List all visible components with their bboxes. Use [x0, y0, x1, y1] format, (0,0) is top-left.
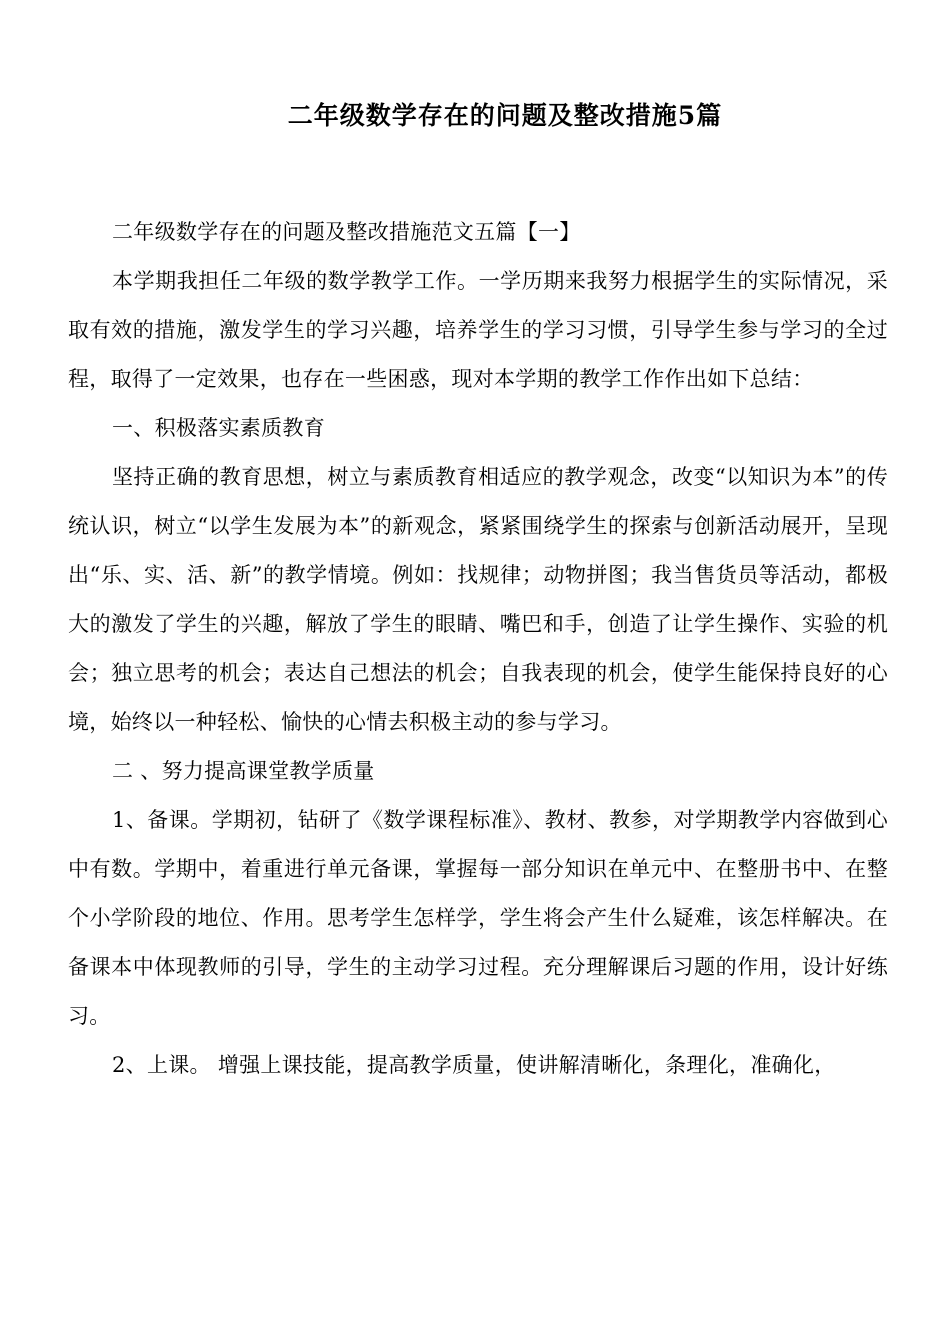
paragraph: 1、备课。学期初，钻研了《数学课程标准》、教材、教参，对学期教学内容做到心中有数。学期中，着重进行单元备课，掌握每一部分知识在单元中、在整册书中、在整个小学阶段的地位、作用。思考学生怎样学，学生将会产生什么疑难，该怎样解决。在备课本中体现教师的引导，学生的主动学习过程。充分理解课后习题的作用，设计好练习。 [68, 808, 888, 1028]
section-heading: 二 、努力提高课堂教学质量 [112, 759, 375, 783]
document-title: 二年级数学存在的问题及整改措施5篇 [287, 101, 723, 130]
paragraph: 2、上课。 增强上课技能，提高教学质量，使讲解清晰化，条理化，准确化， [112, 1053, 836, 1077]
document-body [68, 208, 888, 1090]
paragraph: 本学期我担任二年级的数学教学工作。一学历期来我努力根据学生的实际情况，采取有效的措施，激发学生的学习兴趣，培养学生的学习习惯，引导学生参与学习的全过程，取得了一定效果，也存在一些困惑，现对本学期的教学工作作出如下总结： [68, 269, 888, 391]
section-heading: 二年级数学存在的问题及整改措施范文五篇【一】 [112, 220, 581, 244]
paragraph: 坚持正确的教育思想，树立与素质教育相适应的教学观念，改变“以知识为本”的传统认识，树立“以学生发展为本”的新观念，紧紧围绕学生的探索与创新活动展开，呈现出“乐、实、活、新”的教学情境。例如：找规律；动物拼图；我当售货员等活动，都极大的激发了学生的兴趣，解放了学生的眼睛、嘴巴和手，创造了让学生操作、实验的机会；独立思考的机会；表达自己想法的机会；自我表现的机会，使学生能保持良好的心境，始终以一种轻松、愉快的心情去积极主动的参与学习。 [68, 465, 888, 734]
section-heading: 一、积极落实素质教育 [112, 416, 325, 440]
